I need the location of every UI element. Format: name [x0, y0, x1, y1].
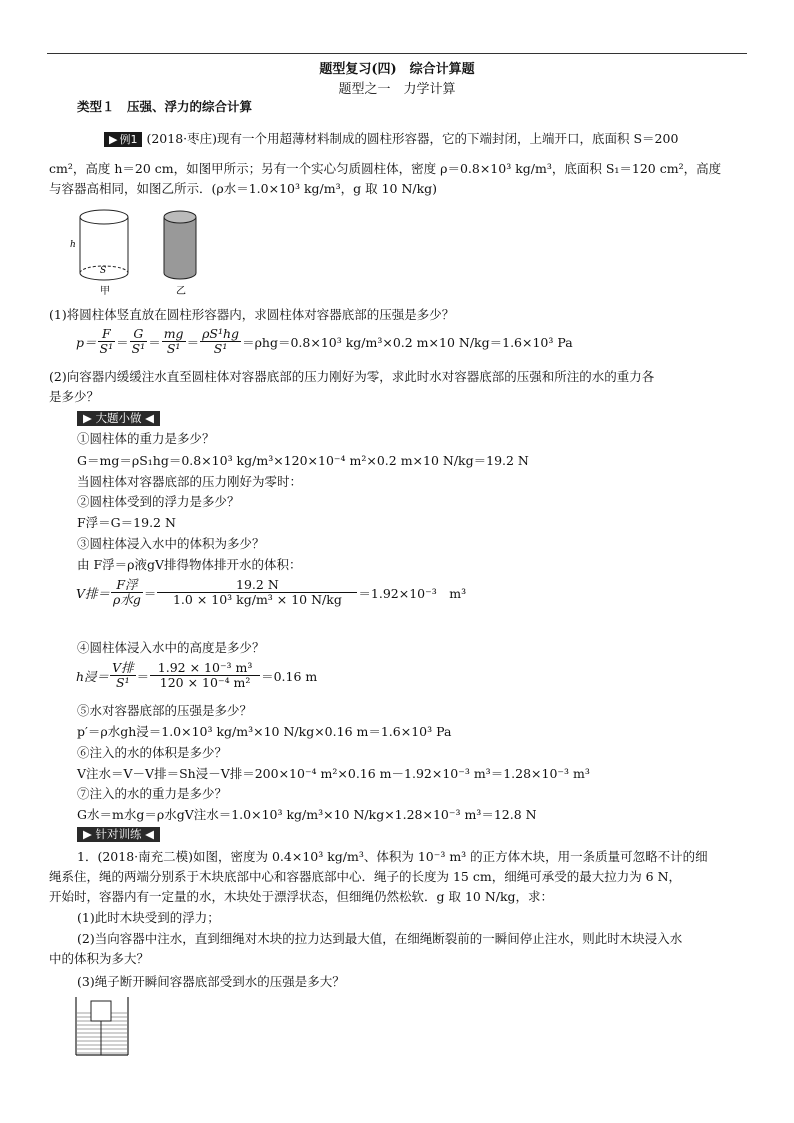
example-tag: ▶ 例1: [104, 132, 142, 147]
header-rule: [47, 53, 747, 54]
section-band-steps: ▶ 大题小做 ◀: [77, 411, 160, 426]
problem-1-q3: (3)绳子断开瞬间容器底部受到水的压强是多大？: [77, 974, 345, 989]
problem-1-q1: (1)此时木块受到的浮力；: [77, 910, 220, 925]
block-in-water-figure: [74, 995, 130, 1057]
question-1: (1)将圆柱体竖直放在圆柱形容器内，求圆柱体对容器底部的压强是多少？: [49, 307, 455, 322]
step-6-answer: V注水＝V－V排＝Sh浸－V排＝200×10⁻⁴ m²×0.16 m－1.92×10⁻³ m³＝1.28×10⁻³ m³: [77, 766, 590, 781]
problem-1-line-2: 绳系住，绳的两端分别系于木块底部中心和容器底部中心．绳子的长度为 15 cm，细绳可承受的最大拉力为 6 N，: [49, 869, 682, 884]
example-line-1: ▶ 例1 (2018·枣庄)现有一个用超薄材料制成的圆柱形容器，它的下端封闭，上端开口，底面积 S＝200: [104, 130, 678, 148]
caption-yi: 乙: [176, 286, 186, 297]
pressure-formula: p＝ $\frac{F}{\text{S¹}}$ ＝ $\frac{G}{\text{S¹}}$ ＝ $\frac{mg}{\text{S¹}}$ ＝ $\frac{\text{ρS¹hg}}{\text{S¹}}$ ＝ρhg＝0.8×10³ kg/m³×0.2 m×10 N/kg＝1.6×10³ Pa: [76, 326, 573, 356]
label-s: S: [100, 266, 107, 276]
step-7: ⑦注入的水的重力是多少？: [77, 786, 228, 801]
label-h: h: [70, 240, 76, 250]
volume-formula: V排＝ $\frac{\text{F浮}}{\text{ρ水g}}$ ＝ $\frac{19.2 N}{\text{1.0 × 10³ kg/m³ × 10 N/kg}}$ ＝1.92×10⁻³ m³: [76, 577, 467, 607]
problem-1-line-3: 开始时，容器内有一定量的水，木块处于漂浮状态，但细绳仍然松软．g 取 10 N/kg，求：: [49, 889, 554, 904]
step-1: ①圆柱体的重力是多少？: [77, 431, 215, 446]
question-2-line-2: 是多少？: [49, 389, 100, 404]
page-title: 题型复习(四) 综合计算题: [319, 62, 475, 77]
cylinders-figure: [60, 203, 220, 299]
step-5: ⑤水对容器底部的压强是多少？: [77, 703, 253, 718]
step-2: ②圆柱体受到的浮力是多少？: [77, 494, 240, 509]
example-line-2: cm²，高度 h＝20 cm，如图甲所示；另有一个实心匀质圆柱体，密度 ρ＝0.8×10³ kg/m³，底面积 S₁＝120 cm²，高度: [49, 161, 722, 176]
step-5-answer: p′＝ρ水gh浸＝1.0×10³ kg/m³×10 N/kg×0.16 m＝1.6×10³ Pa: [77, 724, 452, 739]
step-7-answer: G水＝m水g＝ρ水gV注水＝1.0×10³ kg/m³×10 N/kg×1.28×10⁻³ m³＝12.8 N: [77, 807, 537, 822]
problem-1-line-1: 1．(2018·南充二模)如图，密度为 0.4×10³ kg/m³、体积为 10⁻³ m³ 的正方体木块，用一条质量可忽略不计的细: [77, 849, 708, 864]
step-3-note: 由 F浮＝ρ液gV排得物体排开水的体积：: [77, 557, 302, 572]
question-2-line-1: (2)向容器内缓缓注水直至圆柱体对容器底部的压力刚好为零，求此时水对容器底部的压强和所注的水的重力各: [49, 369, 655, 384]
section-band-practice: ▶ 针对训练 ◀: [77, 827, 160, 842]
step-3: ③圆柱体浸入水中的体积为多少？: [77, 536, 265, 551]
step-1-note: 当圆柱体对容器底部的压力刚好为零时：: [77, 474, 303, 489]
section-heading: 类型１ 压强、浮力的综合计算: [77, 99, 253, 114]
height-formula: h浸＝ $\frac{\text{V排}}{\text{S¹}}$ ＝ $\frac{\text{1.92 × 10⁻³ m³}}{\text{120 × 10⁻⁴ m²}}$ ＝0.16 m: [76, 660, 318, 690]
step-6: ⑥注入的水的体积是多少？: [77, 745, 228, 760]
step-1-answer: G＝mg＝ρS₁hg＝0.8×10³ kg/m³×120×10⁻⁴ m²×0.2 m×10 N/kg＝19.2 N: [77, 453, 529, 468]
caption-jia: 甲: [100, 286, 110, 297]
wooden-block: [91, 1001, 111, 1021]
problem-1-q2-line-1: (2)当向容器中注水，直到细绳对木块的拉力达到最大值，在细绳断裂前的一瞬间停止注水，则此时木块浸入水: [77, 931, 683, 946]
problem-1-q2-line-2: 中的体积为多大？: [49, 951, 150, 966]
step-2-answer: F浮＝G＝19.2 N: [77, 515, 176, 530]
page-subtitle: 题型之一 力学计算: [338, 82, 456, 97]
example-line-3: 与容器高相同，如图乙所示．(ρ水＝1.0×10³ kg/m³，g 取 10 N/kg): [49, 181, 438, 196]
step-4: ④圆柱体浸入水中的高度是多少？: [77, 640, 265, 655]
solid-cylinder-drawing: [164, 211, 196, 279]
